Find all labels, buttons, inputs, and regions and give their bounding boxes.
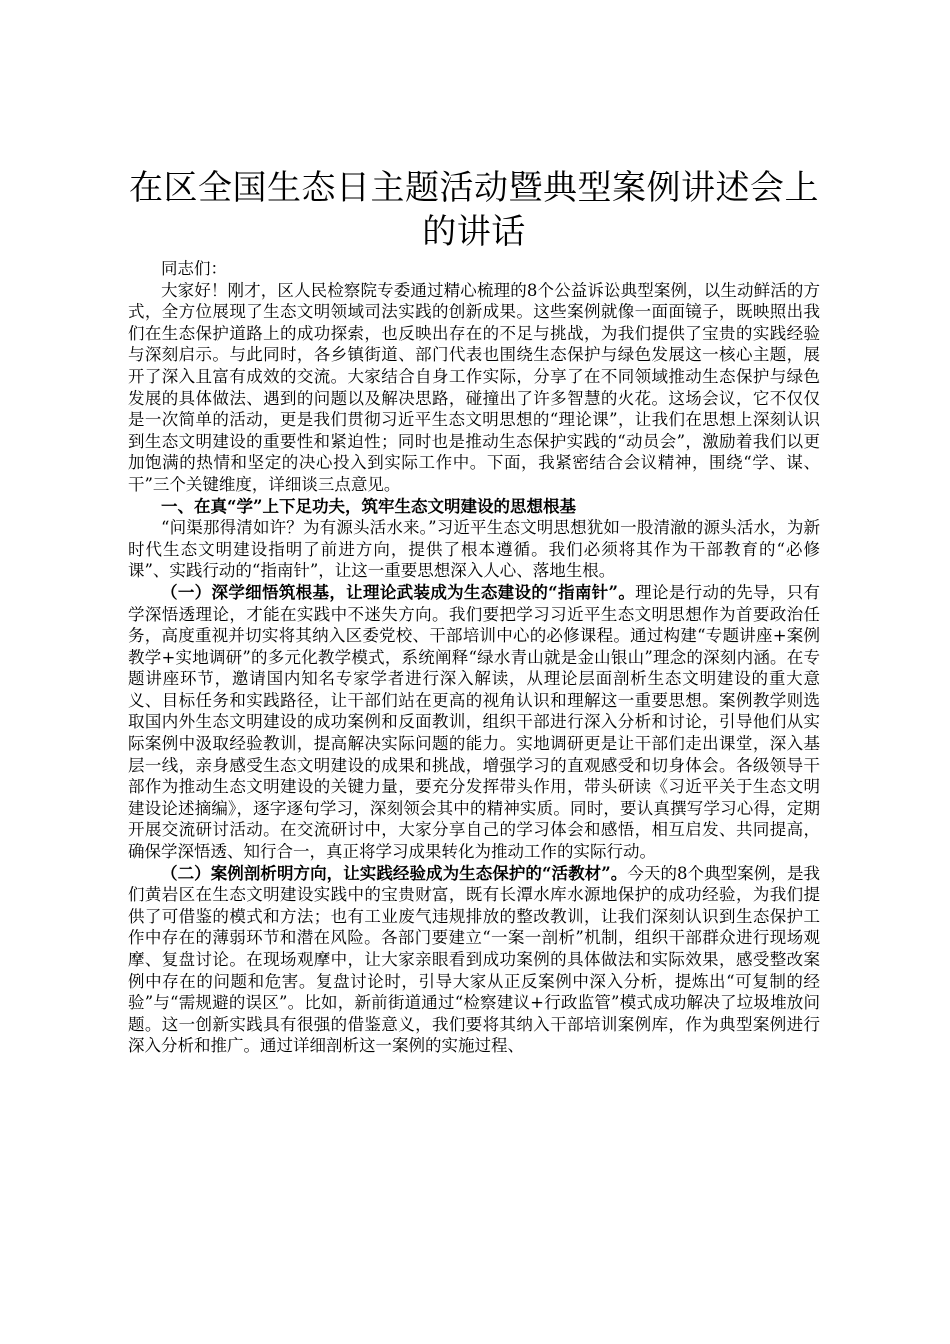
document-body [128, 258, 820, 1057]
document-title: 在区全国生态日主题活动暨典型案例讲述会上的讲话 [129, 168, 819, 252]
intro-paragraph: 大家好！刚才，区人民检察院专委通过精心梳理的8个公益诉讼典型案例，以生动鲜活的方式，全方位展现了生态文明领域司法实践的创新成果。这些案例就像一面面镜子，既映照出我们在生态保护道路上的成功探索，也反映出存在的不足与挑战，为我们提供了宝贵的实践经验与深刻启示。与此同时，各乡镇街道、部门代表也围绕生态保护与绿色发展这一核心主题，展开了深入且富有成效的交流。大家结合自身工作实际，分享了在不同领域推动生态保护与绿色发展的具体做法、遇到的问题以及解决思路，碰撞出了许多智慧的火花。这场会议，它不仅仅是一次简单的活动，更是我们贯彻习近平生态文明思想的“理论课”，让我们在思想上深刻认识到生态文明建设的重要性和紧迫性；同时也是推动生态保护实践的“动员会”，激励着我们以更加饱满的热情和坚定的决心投入到实际工作中。下面，我紧密结合会议精神，围绕“学、谋、干”三个关键维度，详细谈三点意见。 [128, 280, 820, 494]
subsection-2-text: 今天的8个典型案例，是我们黄岩区在生态文明建设实践中的宝贵财富，既有长潭水库水源地保护的成功经验，为我们提供了可借鉴的模式和方法；也有工业废气违规排放的整改教训，让我们深刻认识到生态保护工作中存在的薄弱环节和潜在风险。各部门要建立“一案一剖析”机制，组织干部群众进行现场观摩、复盘讨论。在现场观摩中，让大家亲眼看到成功案例的具体做法和实际效果，感受整改案例中存在的问题和危害。复盘讨论时，引导大家从正反案例中深入分析，提炼出“可复制的经验”与“需规避的误区”。比如，新前街道通过“检察建议+行政监管”模式成功解决了垃圾堆放问题。这一创新实践具有很强的借鉴意义，我们要将其纳入干部培训案例库，作为典型案例进行深入分析和推广。通过详细剖析这一案例的实施过程、 [128, 863, 821, 1056]
subsection-2-lead: （二）案例剖析明方向，让实践经验成为生态保护的“活教材”。 [161, 863, 628, 883]
document-page [128, 166, 820, 1057]
subsection-1-text: 理论是行动的先导，只有学深悟透理论，才能在实践中不迷失方向。我们要把学习习近平生态文明思想作为首要政治任务，高度重视并切实将其纳入区委党校、干部培训中心的必修课程。通过构建“专题讲座+案例教学+实地调研”的多元化教学模式，系统阐释“绿水青山就是金山银山”理念的深刻内涵。在专题讲座环节，邀请国内知名专家学者进行深入解读，从理论层面剖析生态文明建设的重大意义、目标任务和实践路径，让干部们站在更高的视角认识和理解这一重要思想。案例教学则选取国内外生态文明建设的成功案例和反面教训，组织干部进行深入分析和讨论，引导他们从实际案例中汲取经验教训，提高解决实际问题的能力。实地调研更是让干部们走出课堂，深入基层一线，亲身感受生态文明建设的成果和挑战，增强学习的直观感受和切身体会。各级领导干部作为推动生态文明建设的关键力量，要充分发挥带头作用，带头研读《习近平关于生态文明建设论述摘编》，逐字逐句学习，深刻领会其中的精神实质。同时，要认真撰写学习心得，定期开展交流研讨活动。在交流研讨中，大家分享自己的学习体会和感悟，相互启发、共同提高，确保学深悟透、知行合一，真正将学习成果转化为推动工作的实际行动。 [128, 582, 821, 862]
subsection-2-paragraph [128, 863, 820, 1057]
section-heading-1: 一、在真“学”上下足功夫，筑牢生态文明建设的思想根基 [161, 496, 576, 516]
subsection-1-paragraph [128, 582, 820, 863]
greeting-paragraph: 同志们： [161, 259, 227, 278]
quote-paragraph: “问渠那得清如许？为有源头活水来。”习近平生态文明思想犹如一股清澈的源头活水，为新时代生态文明建设指明了前进方向，提供了根本遵循。我们必须将其作为干部教育的“必修课”、实践行动的“指南针”，让这一重要思想深入人心、落地生根。 [128, 518, 820, 581]
subsection-1-lead: （一）深学细悟筑根基，让理论武装成为生态建设的“指南针”。 [161, 582, 636, 602]
